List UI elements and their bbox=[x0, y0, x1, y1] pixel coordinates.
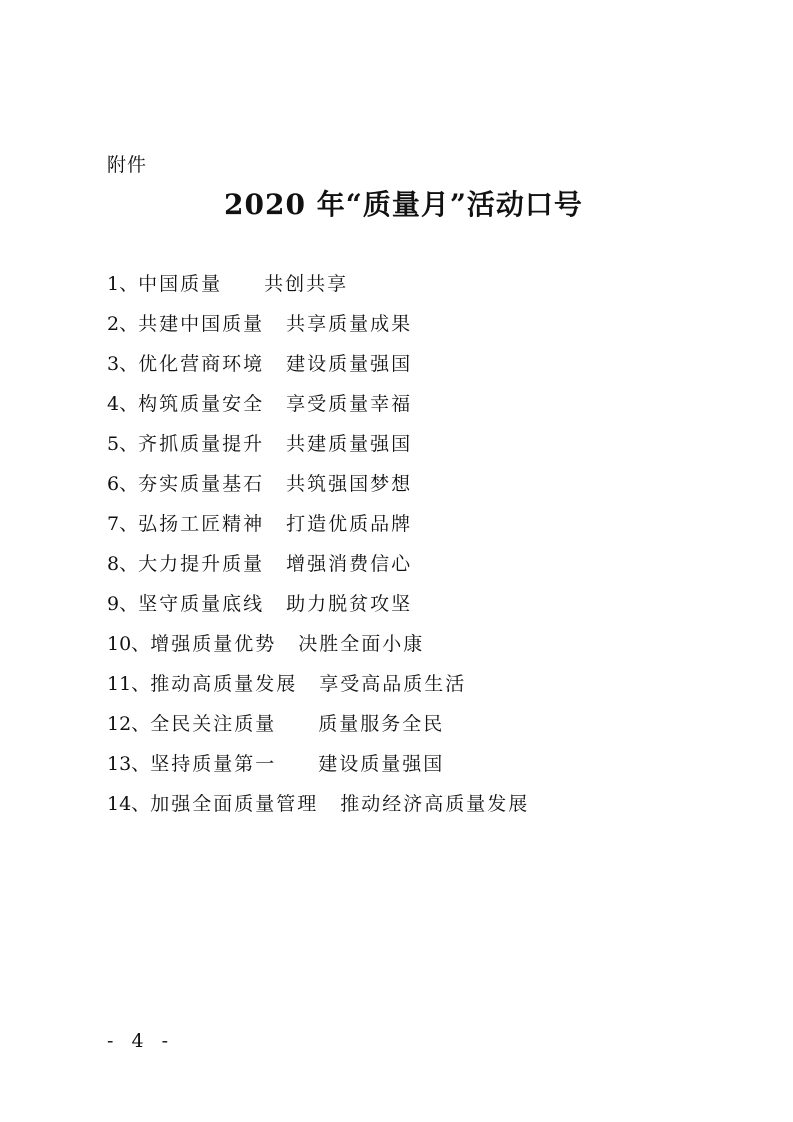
slogan-first-phrase: 增强质量优势 bbox=[150, 633, 277, 655]
page-number: - 4 - bbox=[107, 1030, 175, 1052]
slogan-number: 12、 bbox=[107, 713, 151, 735]
slogan-first-phrase: 坚守质量底线 bbox=[138, 593, 265, 615]
slogan-number: 3、 bbox=[107, 353, 139, 375]
attachment-label: 附件 bbox=[107, 154, 148, 176]
slogan-item bbox=[107, 550, 529, 590]
slogan-number: 1、 bbox=[107, 273, 139, 295]
slogan-first-phrase: 中国质量 bbox=[138, 273, 223, 295]
slogan-first-phrase: 坚持质量第一 bbox=[150, 753, 277, 775]
slogan-item bbox=[107, 390, 529, 430]
slogan-item bbox=[107, 790, 529, 830]
slogan-number: 4、 bbox=[107, 393, 139, 415]
slogan-item bbox=[107, 630, 529, 670]
slogan-first-phrase: 加强全面质量管理 bbox=[150, 793, 319, 815]
slogan-second-phrase: 共创共享 bbox=[264, 273, 349, 295]
slogan-item bbox=[107, 750, 529, 790]
slogan-second-phrase: 共享质量成果 bbox=[286, 313, 413, 335]
slogan-number: 11、 bbox=[107, 673, 151, 695]
slogan-first-phrase: 全民关注质量 bbox=[150, 713, 277, 735]
slogan-number: 10、 bbox=[107, 633, 151, 655]
slogan-number: 13、 bbox=[107, 753, 151, 775]
slogan-item bbox=[107, 670, 529, 710]
slogan-second-phrase: 推动经济高质量发展 bbox=[340, 793, 530, 815]
slogan-second-phrase: 共建质量强国 bbox=[286, 433, 413, 455]
slogan-second-phrase: 享受质量幸福 bbox=[286, 393, 413, 415]
slogan-second-phrase: 打造优质品牌 bbox=[286, 513, 413, 535]
slogan-number: 2、 bbox=[107, 313, 139, 335]
slogan-first-phrase: 优化营商环境 bbox=[138, 353, 265, 375]
slogan-second-phrase: 质量服务全民 bbox=[318, 713, 445, 735]
slogan-item bbox=[107, 710, 529, 750]
slogan-first-phrase: 大力提升质量 bbox=[138, 553, 265, 575]
slogan-item bbox=[107, 510, 529, 550]
slogan-second-phrase: 增强消费信心 bbox=[286, 553, 413, 575]
slogan-first-phrase: 齐抓质量提升 bbox=[138, 433, 265, 455]
slogan-second-phrase: 助力脱贫攻坚 bbox=[286, 593, 413, 615]
slogan-first-phrase: 共建中国质量 bbox=[138, 313, 265, 335]
slogan-first-phrase: 弘扬工匠精神 bbox=[138, 513, 265, 535]
slogan-item bbox=[107, 430, 529, 470]
slogan-item bbox=[107, 470, 529, 510]
slogan-second-phrase: 建设质量强国 bbox=[286, 353, 413, 375]
slogan-item bbox=[107, 350, 529, 390]
slogan-number: 6、 bbox=[107, 473, 139, 495]
slogan-item bbox=[107, 310, 529, 350]
slogan-second-phrase: 共筑强国梦想 bbox=[286, 473, 413, 495]
slogan-number: 9、 bbox=[107, 593, 139, 615]
slogan-list bbox=[107, 270, 529, 830]
document-title: 2020 年“质量月”活动口号 bbox=[224, 188, 583, 221]
slogan-second-phrase: 建设质量强国 bbox=[318, 753, 445, 775]
slogan-first-phrase: 推动高质量发展 bbox=[150, 673, 298, 695]
slogan-number: 7、 bbox=[107, 513, 139, 535]
slogan-item bbox=[107, 270, 529, 310]
slogan-number: 14、 bbox=[107, 793, 151, 815]
slogan-first-phrase: 夯实质量基石 bbox=[138, 473, 265, 495]
slogan-second-phrase: 决胜全面小康 bbox=[298, 633, 425, 655]
slogan-second-phrase: 享受高品质生活 bbox=[319, 673, 467, 695]
slogan-first-phrase: 构筑质量安全 bbox=[138, 393, 265, 415]
slogan-item bbox=[107, 590, 529, 630]
slogan-number: 5、 bbox=[107, 433, 139, 455]
slogan-number: 8、 bbox=[107, 553, 139, 575]
